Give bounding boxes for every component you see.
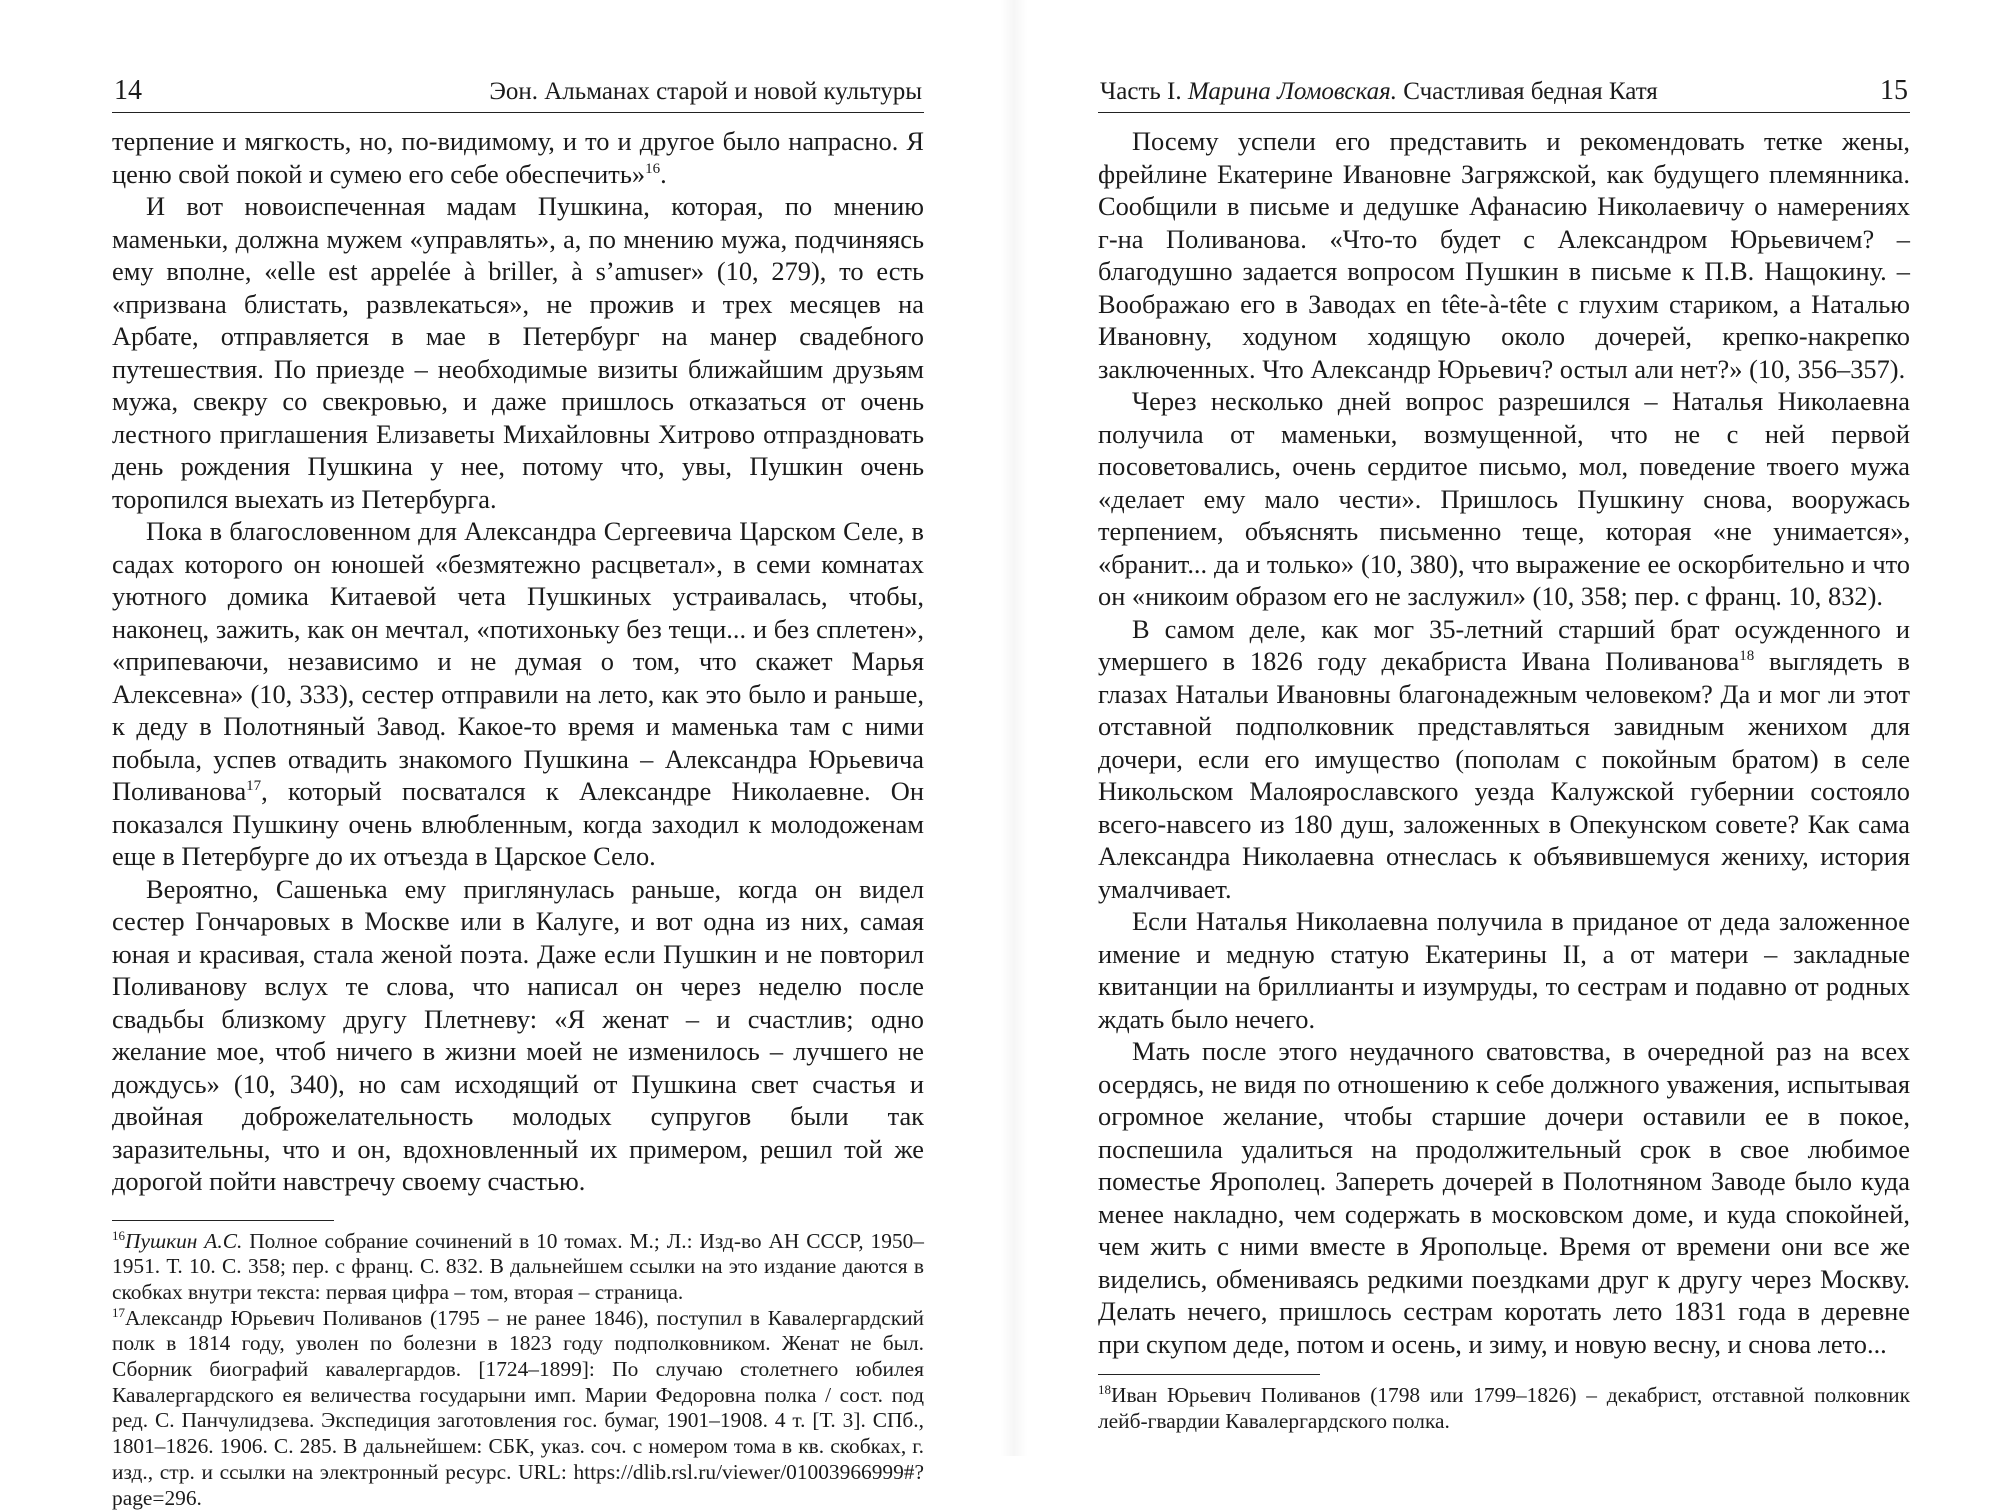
- right-paragraph-4: Если Наталья Николаевна получила в приданое от деда заложенное имение и медную статую Екатерины II, а от матери – закладные квитанции на бриллианты и изумруды, то сестрам и подавно от родных ждать было нечего.: [1098, 905, 1910, 1035]
- right-page-number: 15: [1880, 74, 1908, 108]
- right-paragraph-1: Посему успели его представить и рекомендовать тетке жены, фрейлине Екатерине Ивановне Загряжской, как будущего племянника. Сообщили в письме и дедушке Афанасию Николаевичу о намерениях г-на Поливанова. «Что-то будет с Александром Юрьевичем? – благодушно задается вопросом Пушкин в письме к П.В. Нащокину. – Воображаю его в Заводах en tête-à-tête с глухим стариком, а Наталью Ивановну, ходуном ходящую около дочерей, крепко-накрепко заключенных. Что Александр Юрьевич? остыл али нет?» (10, 356–357).: [1098, 125, 1910, 385]
- footnote-ref-18[interactable]: 18: [1739, 648, 1754, 664]
- footnote-17: $^{17}$Александр Юрьевич Поливанов (1795 – не ранее 1846), поступил в Кавалергардский полк в 1814 году, уволен по болезни в 1823 году подполковником. Женат не был. Сборник биографий кавалергардов. [1724–1899]: По случаю столетнего юбилея Кавалергардского ея величества государыни имп. Марии Федоровна полка / сост. под ред. С. Панчулидзева. Экспедиция заготовления гос. бумаг, 1901–1908. 4 т. [Т. 3]. СПб., 1801–1826. 1906. С. 285. В дальнейшем: СБК, указ. соч. с номером тома в кв. скобках, г. изд., стр. и ссылки на электронный ресурс. URL: https://dlib.rsl.ru/viewer/01003966999#?page=296.: [112, 1306, 924, 1511]
- left-paragraph-2: И вот новоиспеченная мадам Пушкина, которая, по мнению маменьки, должна мужем «управлять», а, по мнению мужа, подчиняясь ему вполне, «elle est appelée à briller, à s’amuser» (10, 279), то есть «призвана блистать, развлекаться», не прожив и трех месяцев на Арбате, отправляется в мае в Петербург на манер свадебного путешествия. По приезде – необходимые визиты ближайшим друзьям мужа, свекру со свекровью, и даже пришлось отказаться от очень лестного приглашения Елизаветы Михайловны Хитрово отпраздновать день рождения Пушкина у нее, потому что, увы, Пушкин очень торопился выехать из Петербурга.: [112, 190, 924, 515]
- left-paragraph-1: терпение и мягкость, но, по-видимому, и то и другое было напрасно. Я ценю свой покой и сумею его себе обеспечить»$^{16}$.: [112, 125, 924, 190]
- left-page: [112, 74, 924, 1511]
- right-paragraph-5: Мать после этого неудачного сватовства, в очередной раз на всех осердясь, не видя по отношению к себе должного уважения, испытывая огромное желание, чтобы старшие дочери оставили ее в покое, поспешила удалиться на продолжительный срок в свое любимое поместье Ярополец. Запереть дочерей в Полотняном Заводе было куда менее накладно, чем содержать в московском доме, и куда спокойней, чем жить с ними вместе в Яропольце. Время от времени они все же виделись, обмениваясь редкими поездками друг к другу через Москву. Делать нечего, пришлось сестрам коротать лето 1831 года в деревне при скупом деде, потом и осень, и зиму, и новую весну, и снова лето...: [1098, 1035, 1910, 1360]
- right-body-text: [1098, 125, 1910, 1360]
- left-running-head-title: Эон. Альманах старой и новой культуры: [489, 75, 922, 109]
- right-paragraph-3: В самом деле, как мог 35-летний старший брат осужденного и умершего в 1826 году декабриста Ивана Поливанова$^{18}$ выглядеть в глазах Натальи Ивановны благонадежным человеком? Да и мог ли этот отставной подполковник представляться завидным женихом для дочери, если его имущество (пополам с покойным братом) в селе Никольском Малоярославского уезда Калужской губернии состояло всего-навсего из 180 душ, заложенных в Опекунском совете? Как сама Александра Николаевна отнеслась к объявившемуся жениху, история умалчивает.: [1098, 613, 1910, 906]
- left-running-head: [112, 74, 924, 113]
- left-paragraph-3: Пока в благословенном для Александра Сергеевича Царском Селе, в садах которого он юношей «безмятежно расцветал», в семи комнатах уютного домика Китаевой чета Пушкиных устраивалась, чтобы, наконец, зажить, как он мечтал, «потихоньку без тещи... и без сплетен», «припеваючи, независимо и не думая о том, что скажет Марья Алексевна» (10, 333), сестер отправили на лето, как это было и раньше, к деду в Полотняный Завод. Какое-то время и маменька там с ними побыла, успев отвадить знакомого Пушкина – Александра Юрьевича Поливанова$^{17}$, который посватался к Александре Николаевне. Он показался Пушкину очень влюбленным, когда заходил к молодоженам еще в Петербурге до их отъезда в Царское Село.: [112, 515, 924, 873]
- right-page: [1098, 74, 1910, 1434]
- left-paragraph-4: Вероятно, Сашенька ему приглянулась раньше, когда он видел сестер Гончаровых в Москве или в Калуге, и вот одна из них, самая юная и красивая, стала женой поэта. Даже если Пушкин и не повторил Поливанову вслух те слова, что написал он через неделю после свадьбы близкому другу Плетневу: «Я женат – и счастлив; одно желание мое, чтоб ничего в жизни моей не изменилось – лучшего не дождусь» (10, 340), но сам исходящий от Пушкина свет счастья и двойная доброжелательность молодых супругов были так заразительны, что и он, вдохновленный их примером, решил той же дорогой пойти навстречу своему счастью.: [112, 873, 924, 1198]
- right-paragraph-2: Через несколько дней вопрос разрешился – Наталья Николаевна получила от маменьки, возмущенной, что не с ней первой посоветовались, очень сердитое письмо, мол, поведение твоего мужа «делает ему мало чести». Пришлось Пушкину снова, вооружась терпением, объяснять письменно теще, которая «не унимается», «бранит... да и только» (10, 380), что выражение ее оскорбительно и что он «никоим образом его не заслужил» (10, 358; пер. с франц. 10, 832).: [1098, 385, 1910, 613]
- footnote-ref-17[interactable]: 17: [246, 778, 261, 794]
- right-running-head: [1098, 74, 1910, 113]
- book-gutter: [1000, 0, 1028, 1456]
- right-footnotes: [1098, 1383, 1910, 1434]
- footnote-18: $^{18}$Иван Юрьевич Поливанов (1798 или 1799–1826) – декабрист, отставной полковник лейб-гвардии Кавалергардского полка.: [1098, 1383, 1910, 1434]
- right-running-head-title: Часть I. Марина Ломовская. Счастливая бедная Катя: [1100, 75, 1658, 109]
- right-footnote-rule: [1098, 1374, 1320, 1375]
- left-footnotes: [112, 1229, 924, 1511]
- footnote-ref-16[interactable]: 16: [645, 161, 660, 177]
- left-footnote-rule: [112, 1220, 334, 1221]
- left-page-number: 14: [114, 74, 142, 108]
- footnote-16: $^{16}$Пушкин А.С. Полное собрание сочинений в 10 томах. М.; Л.: Изд-во АН СССР, 1950–1951. Т. 10. С. 358; пер. с франц. С. 832. В дальнейшем ссылки на это издание даются в скобках внутри текста: первая цифра – том, вторая – страница.: [112, 1229, 924, 1306]
- left-body-text: [112, 125, 924, 1198]
